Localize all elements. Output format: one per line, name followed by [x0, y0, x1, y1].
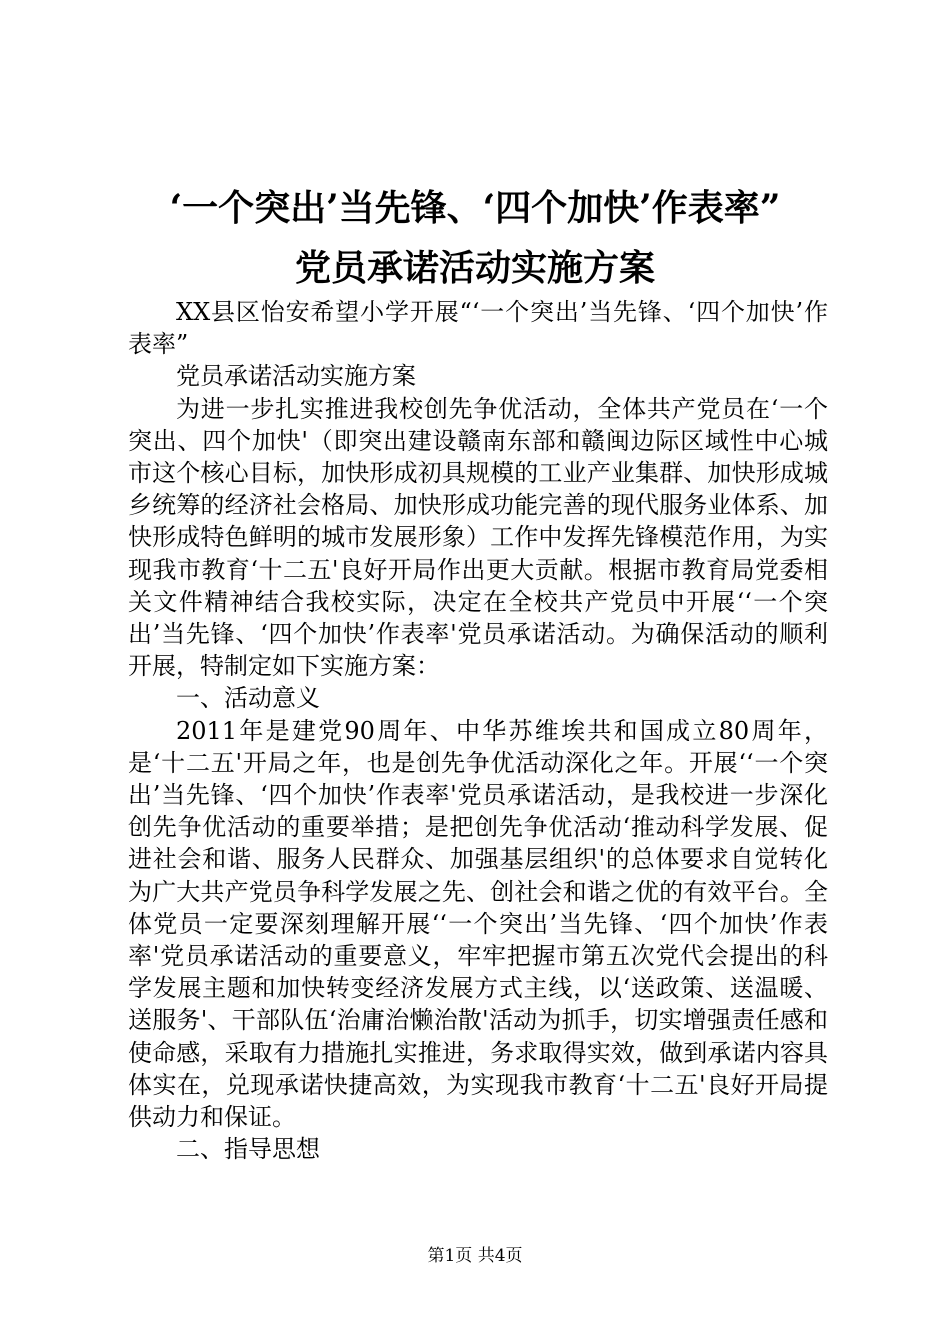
document-title-line-2: 党员承诺活动实施方案 — [294, 247, 655, 289]
intro-paragraph: 为进一步扎实推进我校创先争优活动，全体共产党员在‘一个突出、四个加快'（即突出建设赣南东部和赣闽边际区域性中心城市这个核心目标，加快形成初具规模的工业产业集群、加快形成城乡统筹的经济社会格局、加快形成功能完善的现代服务业体系、加快形成特色鲜明的城市发展形象）工作中发挥先锋模范作用，为实现我市教育‘十二五'良好开局作出更大贡献。根据市教育局党委相关文件精神结合我校实际，决定在全校共产党员中开展‘‘一个突出’当先锋、‘四个加快’作表率'党员承诺活动。为确保活动的顺利开展，特制定如下实施方案： — [128, 394, 828, 681]
section-heading-significance: 一、活动意义 — [176, 684, 320, 713]
page-footer: 第1页 共4页 — [427, 1246, 523, 1266]
subtitle-paragraph: XX县区怡安希望小学开展“‘一个突出’当先锋、‘四个加快’作表率” — [128, 298, 828, 359]
significance-paragraph: 2011年是建党90周年、中华苏维埃共和国成立80周年，是‘十二五'开局之年，也是创先争优活动深化之年。开展‘‘一个突出’当先锋、‘四个加快’作表率'党员承诺活动，是我校进一步深化创先争优活动的重要举措；是把创先争优活动‘推动科学发展、促进社会和谐、服务人民群众、加强基层组织'的总体要求自觉转化为广大共产党员争科学发展之先、创社会和谐之优的有效平台。全体党员一定要深刻理解开展‘‘一个突出’当先锋、‘四个加快’作表率'党员承诺活动的重要意义，牢牢把握市第五次党代会提出的科学发展主题和加快转变经济发展方式主线，以‘送政策、送温暖、送服务'、干部队伍‘治庸治懒治散'活动为抓手，切实增强责任感和使命感，采取有力措施扎实推进，务求取得实效，做到承诺内容具体实在，兑现承诺快捷高效，为实现我市教育‘十二五'良好开局提供动力和保证。 — [128, 716, 828, 1132]
document-body — [128, 296, 828, 1165]
subtitle-paragraph-continued: 党员承诺活动实施方案 — [176, 362, 416, 391]
section-heading-guiding-ideology: 二、指导思想 — [176, 1135, 320, 1164]
document-title-line-1: ‘一个突出’当先锋、‘四个加快’作表率” — [169, 187, 781, 229]
